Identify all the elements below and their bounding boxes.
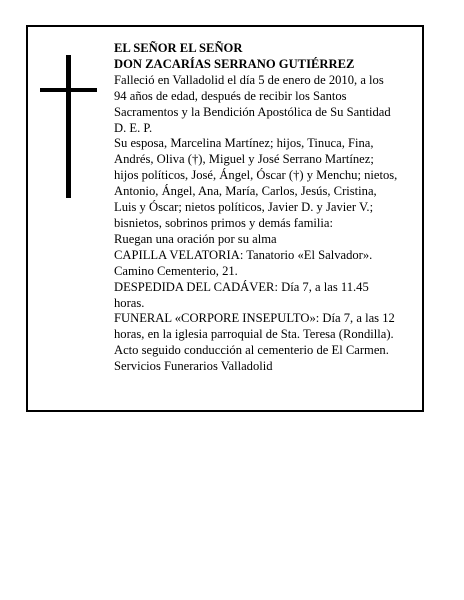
obituary-content [114,41,422,375]
cross-vertical-bar [66,55,71,198]
family-list: bisnietos, sobrinos primos y demás familia: [114,215,333,230]
obituary-notice [26,25,424,412]
burial-info: Acto seguido conducción al cementerio de El Carmen. [114,343,389,358]
cross-icon [28,27,108,227]
death-announcement: 94 años de edad, después de recibir los Santos [114,88,347,103]
death-announcement: Sacramentos y la Bendición Apostólica de Su Santidad [114,104,391,119]
farewell-info: horas. [114,295,145,310]
death-announcement: Falleció en Valladolid el día 5 de enero de 2010, a los [114,72,384,87]
funeral-services-name: Servicios Funerarios Valladolid [114,359,273,374]
chapel-info: Camino Cementerio, 21. [114,263,238,278]
family-list: Su esposa, Marcelina Martínez; hijos, Tinuca, Fina, [114,136,374,151]
chapel-info: CAPILLA VELATORIA: Tanatorio «El Salvador». [114,247,373,262]
family-list: hijos políticos, José, Ángel, Óscar (†) y Menchu; nietos, [114,168,398,183]
family-list: Antonio, Ángel, Ana, María, Carlos, Jesús, Cristina, [114,184,377,199]
prayer-request: Ruegan una oración por su alma [114,231,277,246]
cross-horizontal-bar [40,88,97,92]
rip-text: D. E. P. [114,120,153,135]
family-list: Andrés, Oliva (†), Miguel y José Serrano Martínez; [114,152,374,167]
family-list: Luis y Óscar; nietos políticos, Javier D. y Javier V.; [114,200,374,215]
header-title: EL SEÑOR EL SEÑOR [114,41,243,55]
funeral-info: horas, en la iglesia parroquial de Sta. Teresa (Rondilla). [114,327,394,342]
funeral-info: FUNERAL «CORPORE INSEPULTO»: Día 7, a las 12 [114,311,395,326]
deceased-name: DON ZACARÍAS SERRANO GUTIÉRREZ [114,56,355,71]
farewell-info: DESPEDIDA DEL CADÁVER: Día 7, a las 11.45 [114,279,369,294]
